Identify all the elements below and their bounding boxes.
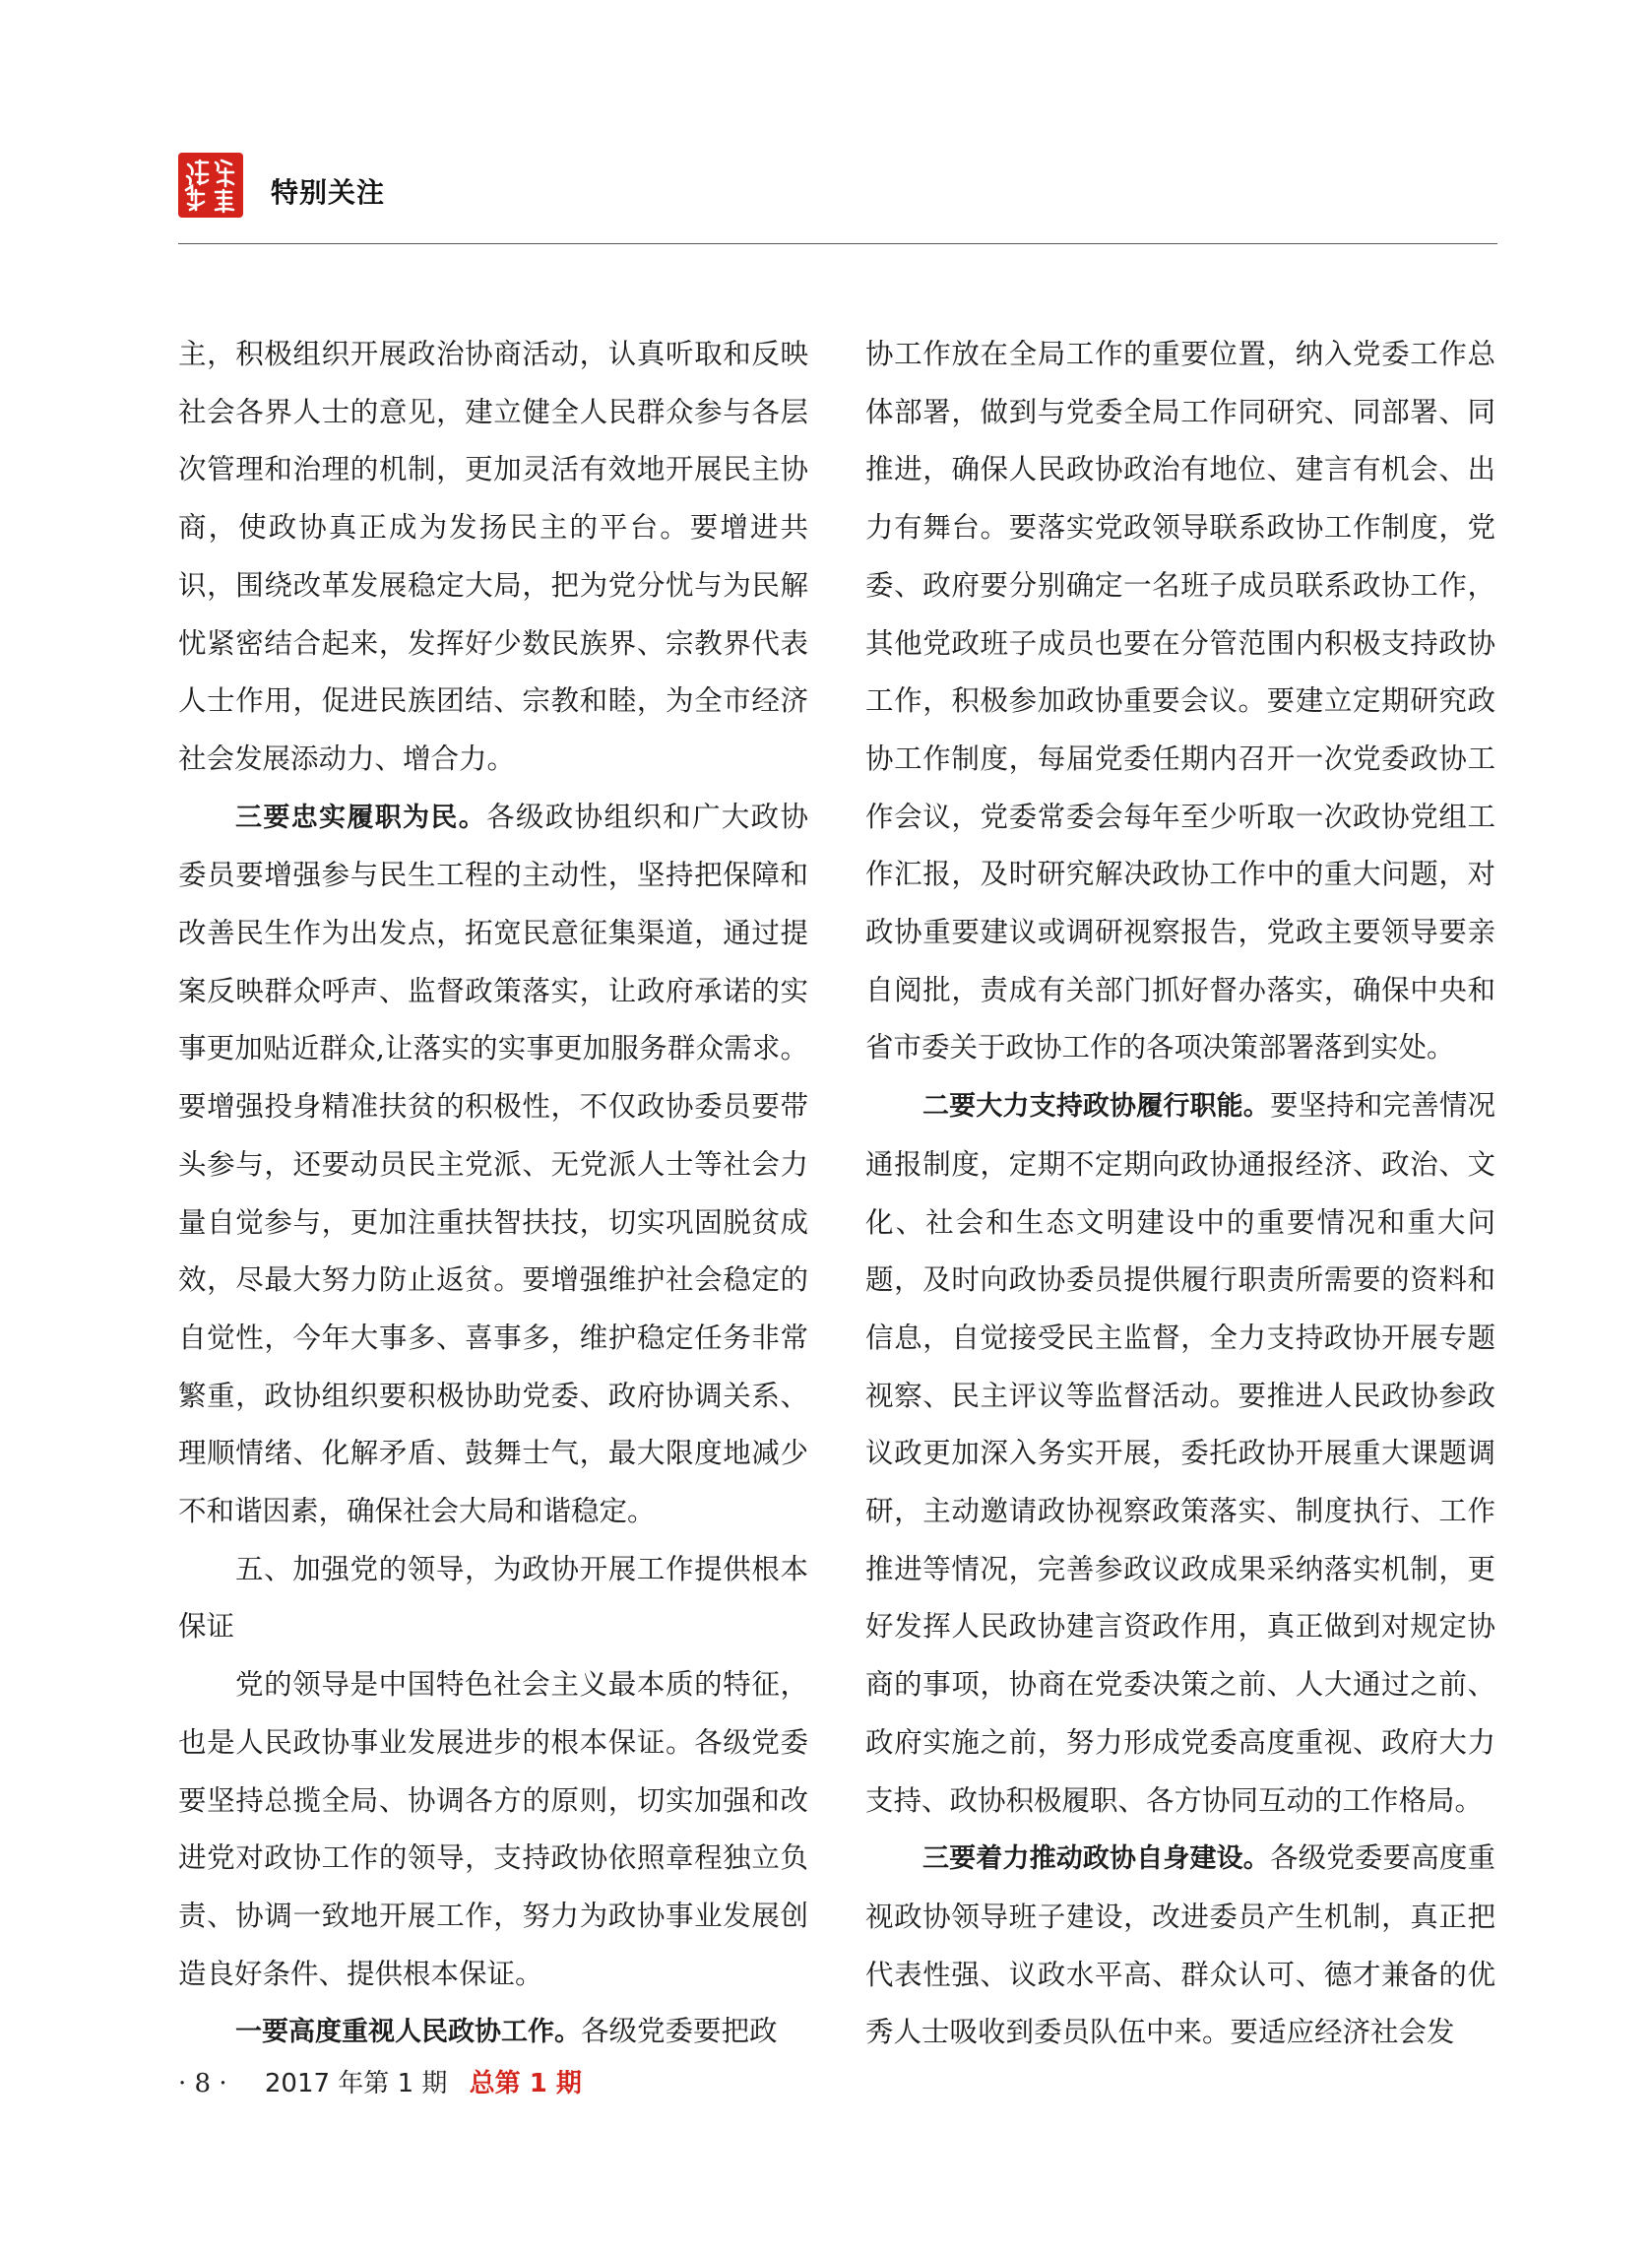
header-divider xyxy=(178,243,1497,244)
body-paragraph xyxy=(178,789,808,1541)
issue-label: 2017 年第 1 期 xyxy=(264,2069,448,2098)
paragraph-lead: 三要着力推动政协自身建设。 xyxy=(922,1843,1270,1875)
paragraph-lead: 一要高度重视人民政协工作。 xyxy=(235,2017,581,2048)
body-paragraph xyxy=(178,326,808,789)
body-paragraph xyxy=(865,1830,1495,2062)
section-title: 特别关注 xyxy=(271,176,386,209)
paragraph-text: 要坚持和完善情况通报制度，定期不定期向政协通报经济、政治、文化、社会和生态文明建设中的重要情况和重大问题，及时向政协委员提供履行职责所需要的资料和信息，自觉接受民主监督，全力支持政协开展专题视察、民主评议等监督活动。要推进人民政协参政议政更加深入务实开展，委托政协开展重大课题调研，主动邀请政协视察政策落实、制度执行、工作推进等情况，完善参政议政成果采纳落实机制，更好发挥人民政协建言资政作用，真正做到对规定协商的事项，协商在党委决策之前、人大通过之前、政府实施之前，努力形成党委高度重视、政府大力支持、政协积极履职、各方协同互动的工作格局。 xyxy=(865,1089,1495,1817)
right-text-column xyxy=(865,326,1495,2062)
paragraph-text: 各级党委要高度重视政协领导班子建设，改进委员产生机制，真正把代表性强、议政水平高、群众认可、德才兼备的优秀人士吸收到委员队伍中来。要适应经济社会发 xyxy=(865,1841,1495,2049)
paragraph-text: 各级政协组织和广大政协委员要增强参与民生工程的主动性，坚持把保障和改善民生作为出发点，拓宽民意征集渠道，通过提案反映群众呼声、监督政策落实，让政府承诺的实事更加贴近群众,让落实的实事更加服务群众需求。要增强投身精准扶贫的积极性，不仅政协委员要带头参与，还要动员民主党派、无党派人士等社会力量自觉参与，更加注重扶智扶技，切实巩固脱贫成效，尽最大努力防止返贫。要增强维护社会稳定的自觉性，今年大事多、喜事多，维护稳定任务非常繁重，政协组织要积极协助党委、政府协调关系、理顺情绪、化解矛盾、鼓舞士气，最大限度地减少不和谐因素，确保社会大局和谐稳定。 xyxy=(178,800,808,1528)
paragraph-text: 协工作放在全局工作的重要位置，纳入党委工作总体部署，做到与党委全局工作同研究、同部署、同推进，确保人民政协政治有地位、建言有机会、出力有舞台。要落实党政领导联系政协工作制度，党委、政府要分别确定一名班子成员联系政协工作，其他党政班子成员也要在分管范围内积极支持政协工作，积极参加政协重要会议。要建立定期研究政协工作制度，每届党委任期内召开一次党委政协工作会议，党委常委会每年至少听取一次政协党组工作汇报，及时研究解决政协工作中的重大问题，对政协重要建议或调研视察报告，党政主要领导要亲自阅批，责成有关部门抓好督办落实，确保中央和省市委关于政协工作的各项决策部署落到实处。 xyxy=(865,338,1495,1064)
left-text-column xyxy=(178,326,808,2062)
paragraph-text: 党的领导是中国特色社会主义最本质的特征，也是人民政协事业发展进步的根本保证。各级党委要坚持总揽全局、协调各方的原则，切实加强和改进党对政协工作的领导，支持政协依照章程独立负责、协调一致地开展工作，努力为政协事业发展创造良好条件、提供根本保证。 xyxy=(178,1668,808,1990)
magazine-logo-seal xyxy=(178,153,243,218)
seal-calligraphy-icon xyxy=(178,153,243,218)
body-paragraph xyxy=(178,1656,808,2003)
body-paragraph xyxy=(178,2003,808,2062)
body-paragraph xyxy=(865,1077,1495,1830)
paragraph-lead: 三要忠实履职为民。 xyxy=(235,802,487,833)
body-paragraph xyxy=(865,326,1495,1077)
total-issue-label: 总第 1 期 xyxy=(469,2069,582,2098)
page-number: · 8 · xyxy=(178,2069,227,2098)
page-footer xyxy=(178,2063,582,2099)
paragraph-text: 各级党委要把政 xyxy=(581,2015,778,2048)
paragraph-text: 主，积极组织开展政治协商活动，认真听取和反映社会各界人士的意见，建立健全人民群众参与各层次管理和治理的机制，更加灵活有效地开展民主协商，使政协真正成为发扬民主的平台。要增进共识，围绕改革发展稳定大局，把为党分忧与为民解忧紧密结合起来，发挥好少数民族界、宗教界代表人士作用，促进民族团结、宗教和睦，为全市经济社会发展添动力、增合力。 xyxy=(178,338,808,775)
paragraph-text: 五、加强党的领导，为政协开展工作提供根本保证 xyxy=(178,1552,808,1644)
body-paragraph xyxy=(178,1541,808,1656)
paragraph-lead: 二要大力支持政协履行职能。 xyxy=(922,1091,1270,1123)
